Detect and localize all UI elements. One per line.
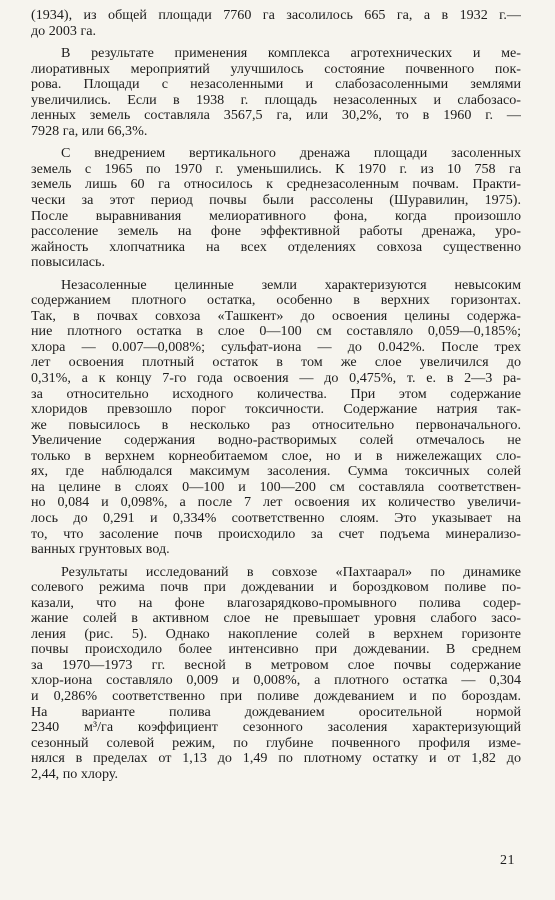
page-number: 21 xyxy=(500,853,515,868)
text-line: нялся в пределах от 1,13 до 1,49 по плотному остатку и от 1,82 до xyxy=(31,751,521,767)
text-line: увеличились. Если в 1938 г. площадь незасоленных и слабозасо- xyxy=(31,92,521,108)
text-line: рассоление земель на фоне эффективной работы дренажа, уро- xyxy=(31,224,521,240)
text-line: жайность хлопчатника на всех отделениях совхоза существенно xyxy=(31,239,521,255)
paragraph-gap xyxy=(31,139,521,146)
text-line: Увеличение содержания водно-растворимых солей отмечалось не xyxy=(31,433,521,449)
text-line: В результате применения комплекса агротехнических и ме- xyxy=(61,46,521,62)
text-line: хлор-иона составляло 0,009 и 0,008%, а плотного остатка — 0,304 xyxy=(31,673,521,689)
text-line: только в верхнем корнеобитаемом слое, но и в нижележащих сло- xyxy=(31,448,521,464)
text-line: ления (рис. 5). Однако накопление солей в верхнем горизонте xyxy=(31,626,521,642)
text-line: хлоридов превзошло порог токсичности. Содержание натрия так- xyxy=(31,402,521,418)
text-line: рова. Площади с незасоленными и слабозасоленными землями xyxy=(31,77,521,93)
text-line: ях, где наблюдался максимум засоления. Сумма токсичных солей xyxy=(31,464,521,480)
text-line: 2,44, по хлору. xyxy=(31,766,118,782)
text-line: ванных грунтовых вод. xyxy=(31,542,170,558)
text-line: земель лишь 60 га относилось к среднезасоленным почвам. Практи- xyxy=(31,177,521,193)
text-line: ние плотного остатка в слое 0—100 см составляло 0,059—0,185%; xyxy=(31,324,521,340)
text-line: содержанием плотного остатка, особенно в верхних горизонтах. xyxy=(31,293,521,309)
text-line: сезонный солевой режим, по глубине почвенного профиля изме- xyxy=(31,735,521,751)
text-line: за 1970—1973 гг. весной в метровом слое почвы содержание xyxy=(31,657,521,673)
text-line: После выравнивания мелиоративного фона, когда произошло xyxy=(31,208,521,224)
body-text xyxy=(31,8,521,782)
paragraph-gap xyxy=(31,558,521,565)
text-line: до 2003 га. xyxy=(31,23,97,39)
text-line: Незасоленные целинные земли характеризуются невысоким xyxy=(61,277,521,293)
paragraph-gap xyxy=(31,39,521,46)
text-line: На варианте полива дождеванием оросительной нормой xyxy=(31,704,521,720)
text-line: повысилась. xyxy=(31,255,106,271)
text-line: казали, что на фоне влагозарядково-промывного полива содер- xyxy=(31,595,521,611)
text-line: за относительно исходного количества. При этом содержание xyxy=(31,386,521,402)
paragraph xyxy=(31,146,521,270)
text-line: 7928 га, или 66,3%. xyxy=(31,123,148,139)
text-line: Результаты исследований в совхозе «Пахтаарал» по динамике xyxy=(61,564,521,580)
text-line: на целине в слоях 0—100 и 100—200 см составляла соответствен- xyxy=(31,479,521,495)
text-line: и 0,286% соответственно при поливе дождеванием и по бороздам. xyxy=(31,688,521,704)
text-line: ленных земель составляла 3567,5 га, или 30,2%, то в 1960 г. — xyxy=(31,108,521,124)
text-line: почвы происходило более интенсивно при дождевании. В среднем xyxy=(31,642,521,658)
text-line: жание солей в активном слое не превышает уровня слабого засо- xyxy=(31,611,521,627)
text-line: 2340 м³/га коэффициент сезонного засоления характеризующий xyxy=(31,720,521,736)
paragraph xyxy=(31,565,521,783)
text-line: С внедрением вертикального дренажа площади засоленных xyxy=(61,146,521,162)
text-line: Так, в почвах совхоза «Ташкент» до освоения целины содержа- xyxy=(31,308,521,324)
text-line: то, что засоление почв происходило за счет подъема минерализо- xyxy=(31,526,521,542)
text-line: (1934), из общей площади 7760 га засолилось 665 га, а в 1932 г.— xyxy=(31,8,521,23)
text-line: лиоративных мероприятий улучшилось состояние почвенного пок- xyxy=(31,61,521,77)
text-line: солевого режима почв при дождевании и бороздковом поливе по- xyxy=(31,580,521,596)
text-line: хлора — 0.007—0,008%; сульфат-иона — до 0.042%. После трех xyxy=(31,339,521,355)
text-line: лось до 0,291 и 0,334% соответственно слоям. Это указывает на xyxy=(31,510,521,526)
paragraph xyxy=(31,46,521,139)
paragraph-gap xyxy=(31,271,521,278)
paragraph xyxy=(31,278,521,558)
text-line: 0,31%, а к концу 7-го года освоения — до 0,475%, т. е. в 2—3 ра- xyxy=(31,371,521,387)
text-line: земель с 1965 по 1970 г. уменьшились. К 1970 г. из 10 758 га xyxy=(31,161,521,177)
text-line: лет освоения плотный остаток в том же слое увеличился до xyxy=(31,355,521,371)
text-line: чески за этот период почвы были рассолены (Шуравилин, 1975). xyxy=(31,193,521,209)
paragraph xyxy=(31,8,521,39)
text-line: но 0,084 и 0,098%, а после 7 лет освоения их количество увеличи- xyxy=(31,495,521,511)
text-line: же повысилось в несколько раз относительно первоначального. xyxy=(31,417,521,433)
